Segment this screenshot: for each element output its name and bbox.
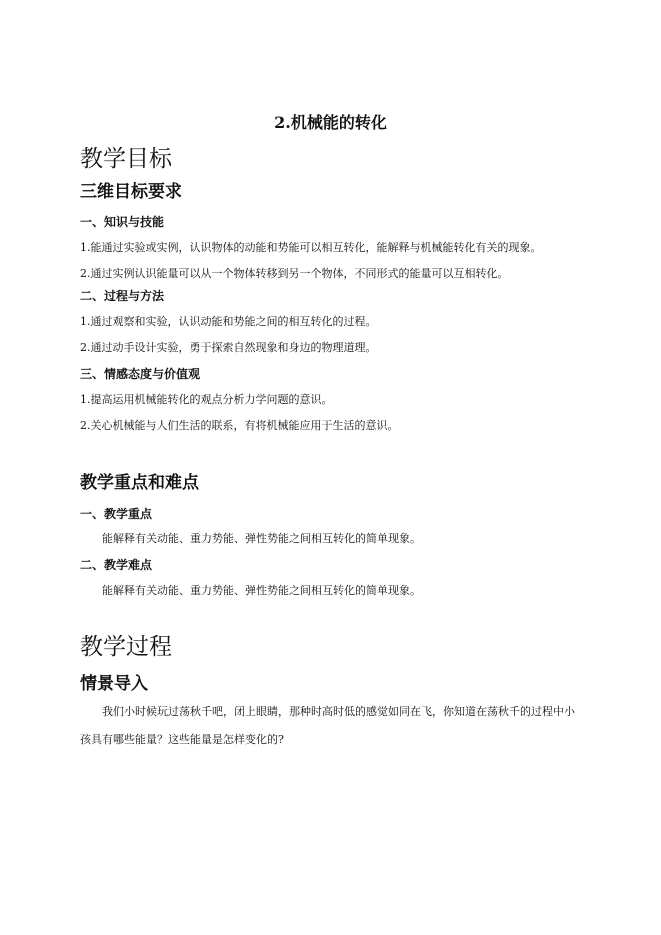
list-item: 1.能通过实验或实例，认识物体的动能和势能可以相互转化，能解释与机械能转化有关的现象。 (80, 241, 542, 254)
label-difficult-point: 二、教学难点 (80, 558, 153, 572)
document-title: 2.机械能的转化 (274, 113, 387, 132)
label-process-method: 二、过程与方法 (80, 289, 165, 303)
heading-teaching-process: 教学过程 (80, 634, 172, 660)
list-item: 2.通过实例认识能量可以从一个物体转移到另一个物体，不同形式的能量可以互相转化。 (80, 267, 509, 280)
list-item: 1.提高运用机械能转化的观点分析力学问题的意识。 (80, 393, 333, 406)
subheading-scenario-intro: 情景导入 (80, 674, 148, 694)
label-key-point: 一、教学重点 (80, 507, 153, 521)
key-point-text: 能解释有关动能、重力势能、弹性势能之间相互转化的简单现象。 (102, 532, 421, 545)
subheading-three-dimensional-goals: 三维目标要求 (80, 182, 182, 202)
list-item: 2.关心机械能与人们生活的联系，有将机械能应用于生活的意识。 (80, 419, 399, 432)
intro-paragraph: 我们小时候玩过荡秋千吧，闭上眼睛，那种时高时低的感觉如同在飞，你知道在荡秋千的过程中小孩具有哪些能量？这些能量是怎样变化的? (80, 705, 575, 746)
label-emotion-values: 三、情感态度与价值观 (80, 367, 201, 381)
heading-key-difficult-points: 教学重点和难点 (80, 473, 199, 493)
list-item: 1.通过观察和实验，认识动能和势能之间的相互转化的过程。 (80, 315, 377, 328)
label-knowledge-skills: 一、知识与技能 (80, 215, 165, 229)
heading-teaching-objectives: 教学目标 (80, 146, 172, 172)
list-item: 2.通过动手设计实验，勇于探索自然现象和身边的物理道理。 (80, 341, 377, 354)
difficult-point-text: 能解释有关动能、重力势能、弹性势能之间相互转化的简单现象。 (102, 584, 421, 597)
